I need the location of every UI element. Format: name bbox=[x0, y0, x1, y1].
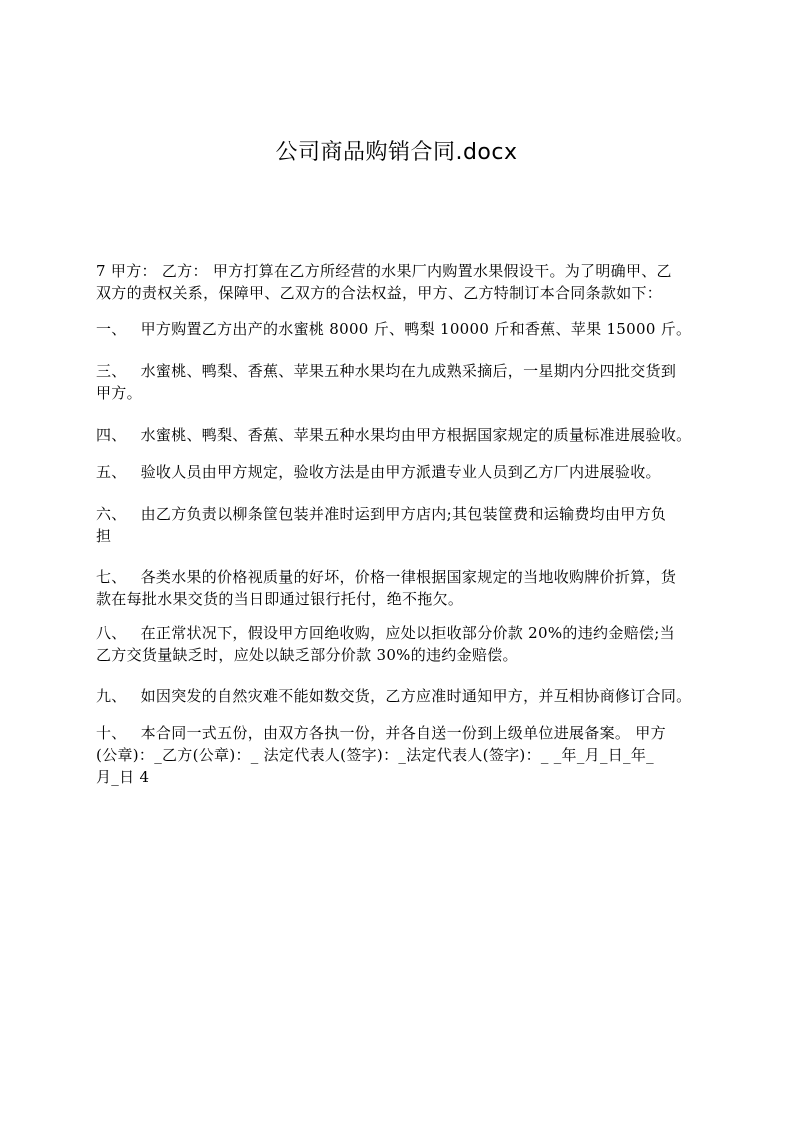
clause-label: 一、 bbox=[96, 320, 127, 338]
clause-text: 验收人员由甲方规定，验收方法是由甲方派遣专业人员到乙方厂内进展验收。 bbox=[140, 463, 661, 481]
clause-text: 由乙方负责以柳条筐包装并准时运到甲方店内;其包装筐费和运输费均由甲方负 bbox=[140, 505, 667, 523]
clause-text: 水蜜桃、鸭梨、香蕉、苹果五种水果均由甲方根据国家规定的质量标准进展验收。 bbox=[140, 426, 692, 444]
clause-label: 九、 bbox=[96, 687, 127, 705]
clause-label: 三、 bbox=[96, 362, 127, 380]
clause-label: 七、 bbox=[96, 568, 127, 586]
intro-line: 7 甲方： 乙方： 甲方打算在乙方所经营的水果厂内购置水果假设干。为了明确甲、乙 bbox=[96, 262, 672, 280]
clause-text: 甲方。 bbox=[96, 384, 142, 402]
clause-label: 十、 bbox=[96, 724, 127, 742]
clause-text: (公章)：_乙方(公章)：_ 法定代表人(签字)：_法定代表人(签字)：_ _年_月_日_年_ bbox=[96, 746, 654, 764]
clause-label: 八、 bbox=[96, 624, 127, 642]
clause-10 bbox=[96, 722, 711, 788]
clause-6 bbox=[96, 503, 711, 547]
clause-1 bbox=[96, 318, 711, 340]
intro-paragraph bbox=[96, 260, 711, 304]
clause-text: 担 bbox=[96, 527, 112, 545]
clause-text: 月_日 4 bbox=[96, 768, 150, 786]
clause-text: 水蜜桃、鸭梨、香蕉、苹果五种水果均在九成熟采摘后，一星期内分四批交货到 bbox=[140, 362, 677, 380]
clause-7 bbox=[96, 566, 711, 610]
clause-4 bbox=[96, 424, 711, 446]
clause-label: 五、 bbox=[96, 463, 127, 481]
clause-5 bbox=[96, 461, 711, 483]
document-title: 公司商品购销合同.docx bbox=[275, 140, 518, 165]
clause-text: 各类水果的价格视质量的好坏，价格一律根据国家规定的当地收购牌价折算，货 bbox=[140, 568, 677, 586]
clause-text: 在正常状况下，假设甲方回绝收购，应处以拒收部分价款 20%的违约金赔偿;当 bbox=[140, 624, 675, 642]
clause-text: 乙方交货量缺乏时，应处以缺乏部分价款 30%的违约金赔偿。 bbox=[96, 646, 518, 664]
clause-label: 四、 bbox=[96, 426, 127, 444]
clause-text: 款在每批水果交货的当日即通过银行托付，绝不拖欠。 bbox=[96, 590, 464, 608]
clause-8 bbox=[96, 622, 711, 666]
clause-text: 本合同一式五份，由双方各执一份，并各自送一份到上级单位进展备案。 甲方 bbox=[140, 724, 666, 742]
clause-3 bbox=[96, 360, 711, 404]
clause-text: 甲方购置乙方出产的水蜜桃 8000 斤、鸭梨 10000 斤和香蕉、苹果 15000 斤。 bbox=[140, 320, 692, 338]
clause-9 bbox=[96, 685, 711, 707]
clause-text: 如因突发的自然灾难不能如数交货，乙方应准时通知甲方，并互相协商修订合同。 bbox=[140, 687, 692, 705]
clause-label: 六、 bbox=[96, 505, 127, 523]
intro-line: 双方的责权关系，保障甲、乙双方的合法权益，甲方、乙方特制订本合同条款如下： bbox=[96, 284, 663, 302]
